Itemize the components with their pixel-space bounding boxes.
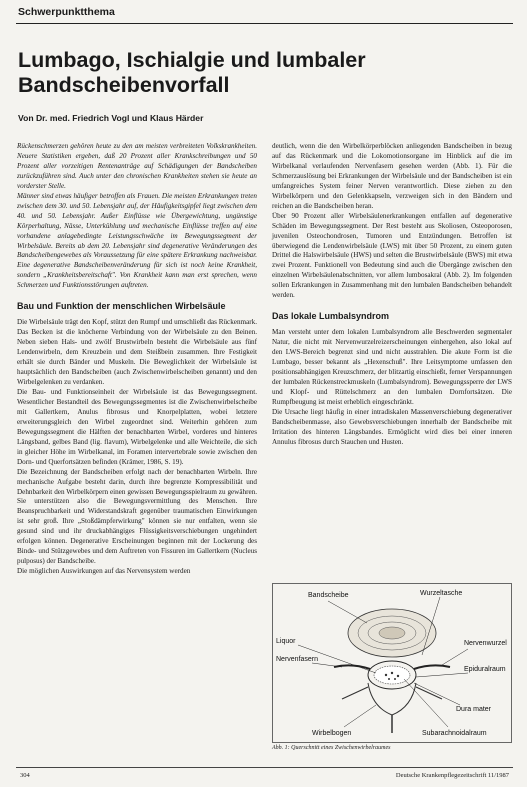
journal-name: Deutsche Krankenpflegezeitschrift 11/1987 xyxy=(395,772,509,779)
body-paragraph: Die Ursache liegt häufig in einer intradiskalen Massenverschiebung degenerativer Bandscheibenmasse, also Gewebsverschiebungen innerhalb der Bandscheibe mit Irritation des hinteren Längsbandes. Ermöglicht wird dies bei einer inneren Annulus fibrosus durch Stauchen und Husten. xyxy=(272,407,512,446)
label-bandscheibe: Bandscheibe xyxy=(308,592,349,599)
section-heading: Das lokale Lumbalsyndrom xyxy=(272,311,390,322)
label-wurzeltasche: Wurzeltasche xyxy=(420,590,463,597)
left-column xyxy=(17,142,257,577)
body-paragraph: Die Wirbelsäule trägt den Kopf, stützt den Rumpf und umschließt das Rückenmark. Das Becken ist die knöcherne Verbindung von der Wirbelsäule zu den Beinen. Neben sieben Hals- und zwölf Brustwirbeln besteht die Wirbelsäule aus fünf Lendenwirbeln, dem Kreuzbein und dem Steißbein zusammen. Ihre Festigkeit erhält sie durch Bänder und Muskeln. Die Beweglichkeit der Wirbelsäule ist hauptsächlich den Bandscheiben (auch Zwischenwirbelscheiben genannt) und den Wirbelgelenken zu verdanken. xyxy=(17,318,257,387)
body-paragraph: Die Bau- und Funktionseinheit der Wirbelsäule ist das Bewegungssegment. Wesentlicher Bestandteil des Bewegungssegmentes ist die Zwischenwirbelscheibe mit Gallertkern, Anulus fibrosus und Knorpelplatten, wobei letztere erweiterungsgleich den Wirbel zugeordnet sind. Weiterhin gehören zum Bewegungssegment die Hälften der benachbarten Wirbel, vorderes und hinteres Längsband, gelbes Band (lig. flavum), Wirbelgelenke und alle Weichteile, die sich in gleicher Höhe im Wirbelkanal, im Foramen intervertebrale sowie zwischen den Dorn- und Querfortsätzen befinden (Krämer, 1986, S. 19). xyxy=(17,387,257,466)
label-wirbelbogen: Wirbelbogen xyxy=(312,730,352,737)
body-paragraph: deutlich, wenn die den Wirbelkörperblöcken anliegenden Bandscheiben in bezug auf das Rückenmark und die Lokomotionsorgane im Hinblick auf die im Wirbelkanal verlaufenden Nervenfasern gesehen werden (Abb. 1). Für die Schmerzauslösung bei Erkrankungen der Wirbelsäule und der Bandscheiben ist ein umfangreiches System feiner Nerven verantwortlich. Diese ziehen zu den Wirbelkörpern und den Gelenkkapseln, verzweigen sich in den Bändern und reichen an die Bandscheiben heran. xyxy=(272,142,512,210)
body-paragraph: Die möglichen Auswirkungen auf das Nervensystem werden xyxy=(17,567,191,576)
label-duralrohr: Dura mater xyxy=(456,706,492,713)
label-liquor: Liquor xyxy=(276,638,296,645)
section-heading: Bau und Funktion der menschlichen Wirbelsäule xyxy=(17,301,226,312)
body-paragraph: Über 90 Prozent aller Wirbelsäulenerkrankungen entfallen auf degenerative Schäden im Bewegungssegment. Der Rest besteht aus Skoliosen, Osteoporosen, juvenilen Osteochondrosen, Tumoren und Entzündungen. Betroffen ist überwiegend die Lendenwirbelsäule (LWS) mit über 50 Prozent, zu einem guten Drittel die Halswirbelsäule (HWS) und selten die Brustwirbelsäule (BWS) mit etwa zwei Prozent. Funktionell von Bedeutung sind auch die Übergänge zwischen den einzelnen Wirbelsäulenabschnitten, vor allem lumbosakral (Abb. 2). Im folgenden sollen Erkrankungen in Zusammenhang mit den lumbalen Bandscheiben behandelt werden. xyxy=(272,211,512,300)
right-column xyxy=(272,142,512,448)
label-epiduralraum: Epiduralraum xyxy=(464,666,506,673)
body-paragraph: Die Bezeichnung der Bandscheiben erfolgt nach der benachbarten Wirbeln. Ihre mechanische Aufgabe besteht darin, durch ihre begrenzte Kompressibilität und Dehnbarkeit den Wirbelkörpern einen gewissen Bewegungsspielraum zu gewähren. Sie unterstützen also die Bewegungsvermittlung des Menschen. Ihre Beanspruchbarkeit und Widerstandskraft gegenüber traumatischen Einwirkungen ist sehr groß. Ihre „Stoßdämpferwirkung" können sie nur entfalten, wenn sie gesund sind und ihr druckabhängiges Flüssigkeitsverschiebungen ungehindert erfolgen können. Degenerative Erscheinungen beginnen mit der Lockerung des Binde- und Stützgewebes und dem Auftreten von Fissuren im Gallertkern (Nucleus pulposus) der Bandscheibe. xyxy=(17,467,257,566)
intro-block xyxy=(17,142,257,291)
section-label: Schwerpunktthema xyxy=(18,6,115,18)
footer-rule xyxy=(16,767,513,768)
label-nervenfasern: Nervenfasern xyxy=(276,656,319,663)
body-paragraph: Man versteht unter dem lokalen Lumbalsyndrom alle Beschwerden segmentaler Natur, die nicht mit Nervenwurzelreizerscheinungen einhergehen, also lokal auf den LWS-Bereich begrenzt sind und nicht ausstrahlen. Die akute Form ist die Lumbago, besser bekannt als „Hexenschuß". Ihre Leitsymptome umfassen den positionsabhängigen Kreuzschmerz, der blitzartig einschießt, ferner Verspannungen der lumbalen Rückenstreckmuskeln (Lumbalsyndrom). Bewegungssperre der LWS und Klopf- und Rüttelschmerz an den lumbalen Dornfortsätzen. Die Rumpfbeugung ist meist erheblich eingeschränkt. xyxy=(272,328,512,406)
intro-paragraph: Männer sind etwas häufiger betroffen als Frauen. Die meisten Erkrankungen treten zwischen dem 30. und 50. Lebensjahr auf, der Häufigkeitsgipfel liegt zwischen dem 40. und 50. Lebensjahr. Außer Einflüsse wie Übergewichtung, ungünstige Körperhaltung, Nässe, Unterkühlung und mechanische Einflüsse treffen auf eine vorhandene anlagebedingte Leistungsschwäche im Bewegungssegment der Wirbelsäule. Bereits ab dem 20. Lebensjahr sind degenerative Veränderungen des Bandscheibengewebes als Voraussetzung für eine spätere Erkrankung nachweisbar. Eine degenerative Bandscheibenveränderung für sich ist noch keine Krankheit, sondern „Krankheitsbereitschaft". Von Krankheit kann man erst sprechen, wenn Schmerzen und Funktionsstörungen auftreten. xyxy=(17,191,257,290)
disc-cross-section-illustration xyxy=(272,583,512,743)
label-subarachnoidalraum: Subarachnoidalraum xyxy=(422,730,487,737)
header-rule xyxy=(16,23,513,24)
label-nervenwurzel: Nervenwurzel xyxy=(464,640,507,647)
page-number: 304 xyxy=(20,772,30,779)
figure-caption: Abb. 1: Querschnitt eines Zwischenwirbelraumes xyxy=(272,745,391,751)
anatomy-figure xyxy=(272,583,512,743)
intro-paragraph: Rückenschmerzen gehören heute zu den am meisten verbreiteten Volkskrankheiten. Neuere Statistiken ergeben, daß 20 Prozent aller Krankschreibungen und 50 Prozent aller vorzeitigen Rentenanträge auf Schädigungen der Bandscheiben zurückzuführen sind. Auch unter den chronischen Krankheiten stehen sie heute an vorderster Stelle. xyxy=(17,142,257,190)
article-title: Lumbago, Ischialgie und lumbaler Bandscheibenvorfall xyxy=(18,48,366,97)
article-authors: Von Dr. med. Friedrich Vogl und Klaus Härder xyxy=(18,113,204,123)
